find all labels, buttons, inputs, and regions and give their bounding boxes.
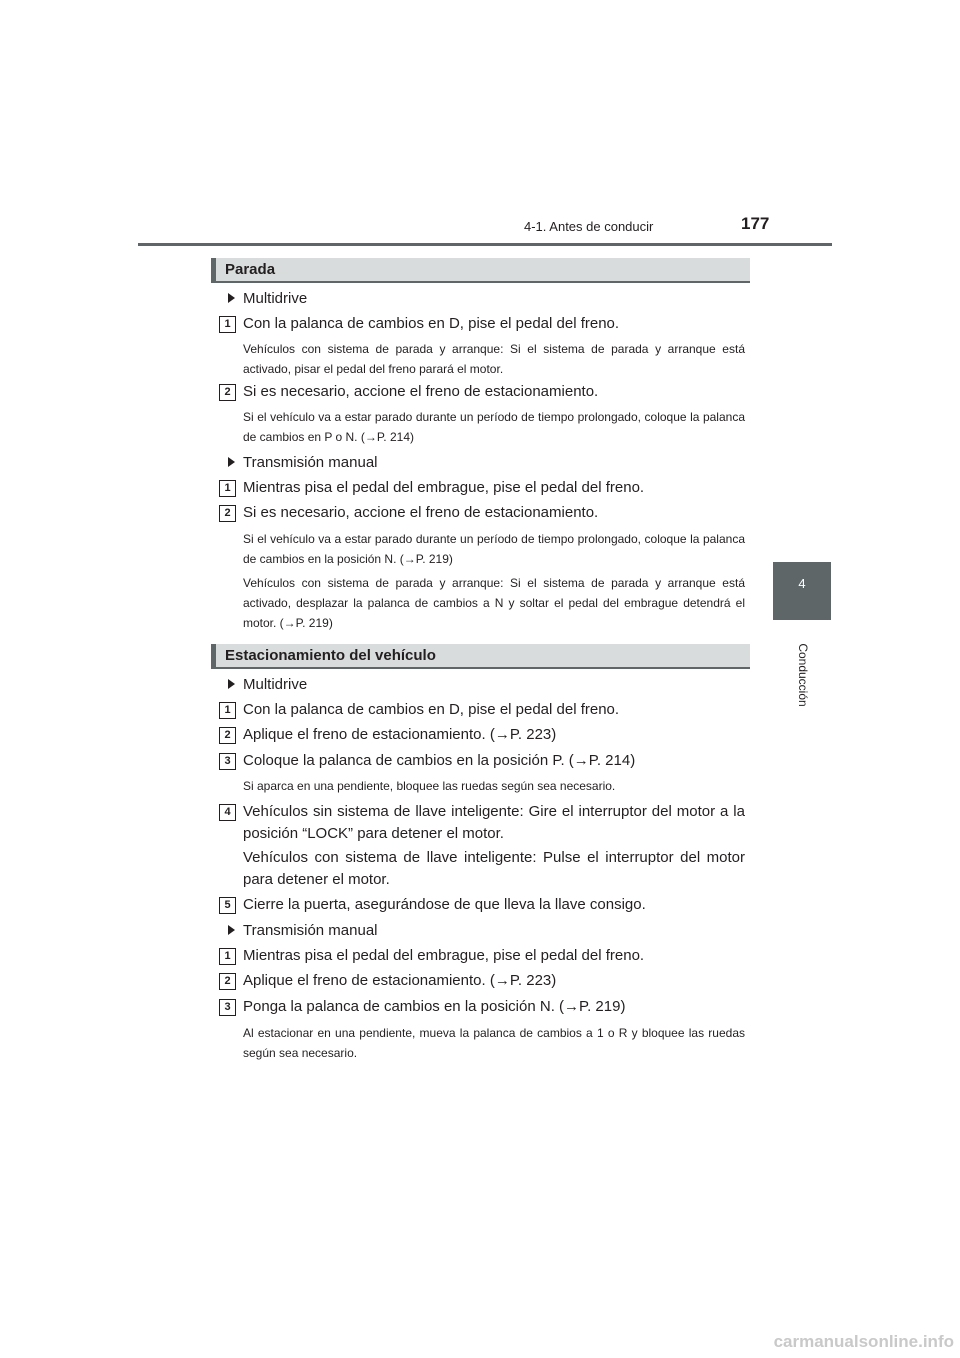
- step-text: Vehículos sin sistema de llave inteligente: Gire el interruptor del motor a la posición “LOCK” para detener el motor.: [243, 803, 745, 842]
- chapter-name-vertical: [795, 630, 809, 720]
- section-heading-text: Parada: [225, 261, 276, 278]
- section-heading-text: Estacionamiento del vehículo: [225, 647, 436, 664]
- step-text: Coloque la palanca de cambios en la posición P. (→P. 214): [243, 752, 636, 769]
- note-text: Al estacionar en una pendiente, mueva la palanca de cambios a 1 o R y bloquee las ruedas según sea necesario.: [243, 1026, 745, 1060]
- step-number: 1: [219, 480, 236, 497]
- step-text: Si es necesario, accione el freno de estacionamiento.: [243, 383, 599, 400]
- triangle-bullet-icon: [228, 293, 235, 303]
- bullet-manual: [228, 454, 378, 471]
- step-number: 2: [219, 973, 236, 990]
- bullet-label: Transmisión manual: [243, 922, 378, 939]
- bullet-manual: [228, 922, 378, 939]
- page-number: 177: [741, 214, 770, 233]
- step-number: 1: [219, 702, 236, 719]
- chapter-number: 4: [798, 576, 806, 591]
- step-text: Con la palanca de cambios en D, pise el pedal del freno.: [243, 701, 620, 718]
- step-number: 2: [219, 505, 236, 522]
- step-number: 5: [219, 897, 236, 914]
- section-heading-estacionamiento: [211, 644, 750, 669]
- note-text: Si el vehículo va a estar parado durante un período de tiempo prolongado, coloque la palanca de cambios en la posición N. (→P. 219): [243, 532, 745, 566]
- step-text: Mientras pisa el pedal del embrague, pise el pedal del freno.: [243, 947, 645, 964]
- section-heading-parada: [211, 258, 750, 283]
- triangle-bullet-icon: [228, 925, 235, 935]
- bullet-label: Multidrive: [243, 676, 308, 693]
- bullet-multidrive: [228, 290, 307, 307]
- bullet-multidrive: [228, 676, 307, 693]
- step-number: 1: [219, 316, 236, 333]
- step-number: 4: [219, 804, 236, 821]
- triangle-bullet-icon: [228, 679, 235, 689]
- step-text: Ponga la palanca de cambios en la posición N. (→P. 219): [243, 998, 626, 1015]
- chapter-tab: [773, 562, 831, 620]
- triangle-bullet-icon: [228, 457, 235, 467]
- note-text: Vehículos con sistema de parada y arranque: Si el sistema de parada y arranque está activado, pisar el pedal del freno parará el motor.: [243, 342, 745, 376]
- step-number: 2: [219, 727, 236, 744]
- chapter-name: Conducción: [796, 643, 810, 707]
- step-number: 3: [219, 999, 236, 1016]
- step-text: Vehículos con sistema de llave inteligente: Pulse el interruptor del motor para detener el motor.: [243, 849, 745, 888]
- step-number: 2: [219, 384, 236, 401]
- header-section-title: 4-1. Antes de conducir: [524, 219, 654, 234]
- step-text: Aplique el freno de estacionamiento. (→P. 223): [243, 972, 557, 989]
- watermark: carmanualsonline.info: [773, 1332, 954, 1351]
- bullet-label: Transmisión manual: [243, 454, 378, 471]
- step-text: Con la palanca de cambios en D, pise el pedal del freno.: [243, 315, 620, 332]
- step-text: Mientras pisa el pedal del embrague, pise el pedal del freno.: [243, 479, 645, 496]
- note-text: Si aparca en una pendiente, bloquee las ruedas según sea necesario.: [243, 779, 616, 793]
- step-number: 1: [219, 948, 236, 965]
- step-text: Si es necesario, accione el freno de estacionamiento.: [243, 504, 599, 521]
- note-text: Vehículos con sistema de parada y arranque: Si el sistema de parada y arranque está activado, desplazar la palanca de cambios a N y soltar el pedal del embrague detendrá el motor. (→P. 219): [243, 576, 745, 630]
- step-text: Cierre la puerta, asegurándose de que lleva la llave consigo.: [243, 896, 646, 913]
- step-text: Aplique el freno de estacionamiento. (→P. 223): [243, 726, 557, 743]
- page-header: [0, 0, 960, 250]
- header-rule: [138, 243, 832, 246]
- step-number: 3: [219, 753, 236, 770]
- bullet-label: Multidrive: [243, 290, 308, 307]
- note-text: Si el vehículo va a estar parado durante un período de tiempo prolongado, coloque la palanca de cambios en P o N. (→P. 214): [243, 410, 745, 444]
